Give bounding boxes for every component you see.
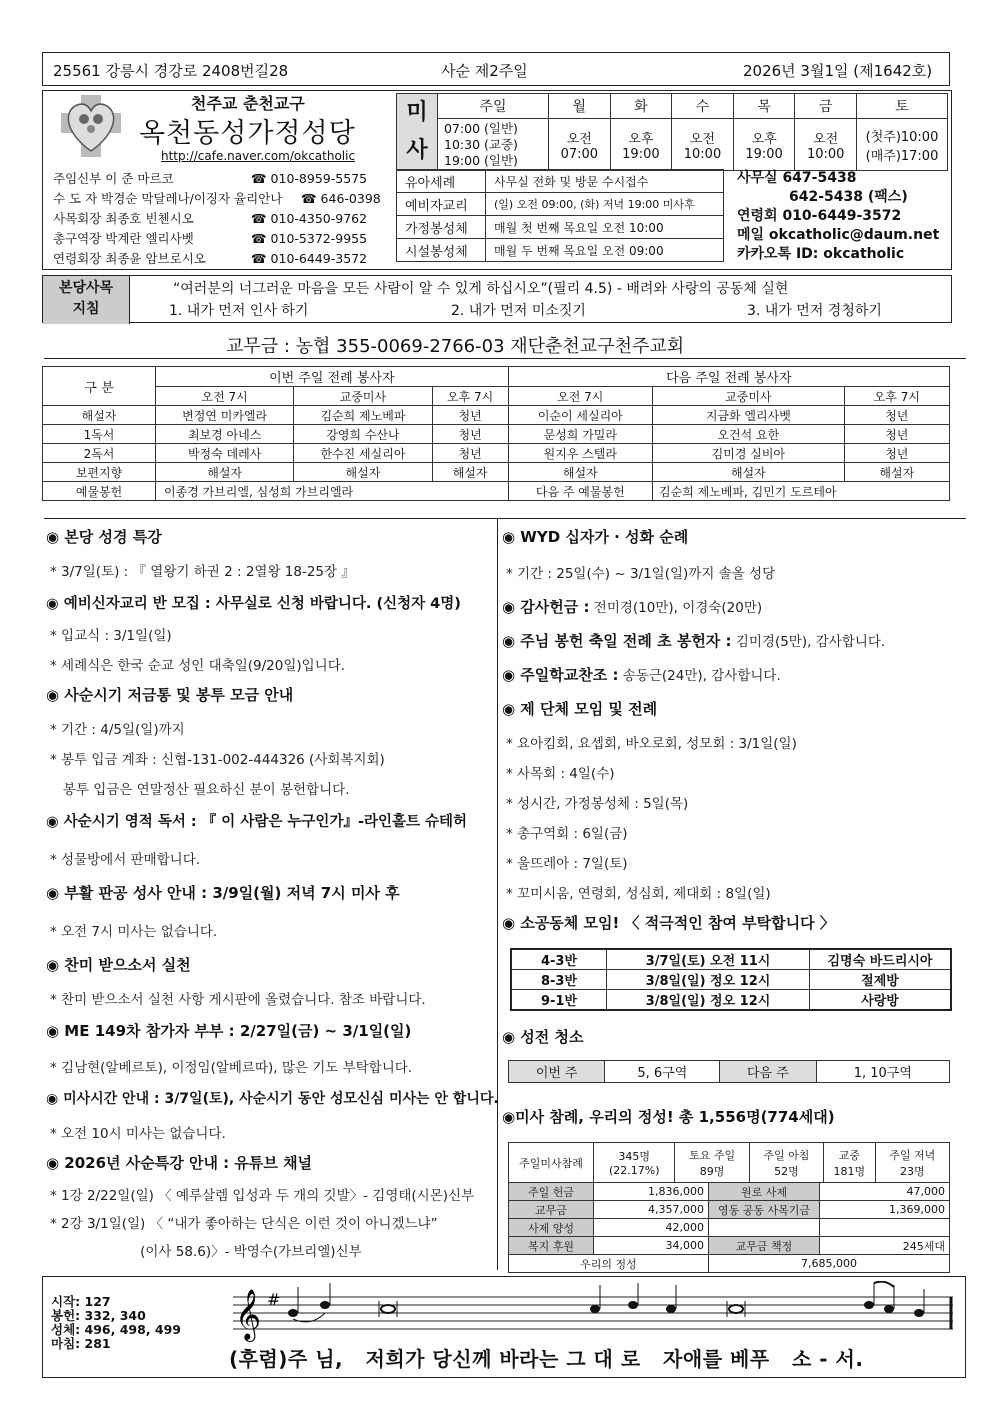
day-tuesday: 화 <box>610 94 672 119</box>
notice-line: * 울뜨레아 : 7일(토) <box>506 856 628 872</box>
notice-line: 전미경(10만), 이경숙(20만) <box>589 600 763 616</box>
notice-heading: ◉ 소공동체 모임! 〈 적극적인 참여 부탁합니다 〉 <box>502 914 835 932</box>
notice-heading: ◉ 주일학교찬조 : <box>502 666 619 684</box>
notice-line: 봉투 입금은 연말정산 필요하신 분이 봉헌합니다. <box>50 782 350 798</box>
psalm-lyrics: (후렴)주 님, 저희가 당신께 바라는 그 대 로 자애를 베푸 소 - 서. <box>229 1347 864 1371</box>
table-row: 2독서 박정숙 데레사 한수진 세실리아 청년 원지우 스텔라 김미경 실비아 청년 <box>43 444 950 463</box>
table-row: 보편지향 해설자 해설자 해설자 해설자 해설자 해설자 <box>43 463 950 482</box>
mass-col: 교중미사 <box>294 387 432 406</box>
parish-name: 옥천동성가정성당 <box>139 118 356 149</box>
service-detail: 사무실 전화 및 방문 수시접수 <box>486 170 724 193</box>
time-friday: 오전 10:00 <box>795 119 857 171</box>
table-row: 8-3반 3/8일(일) 정오 12시 절제방 <box>511 970 951 990</box>
service-detail: (일) 오전 09:00, (화) 저녁 19:00 미사후 <box>486 193 724 216</box>
notice-line: * 성시간, 가정봉성체 : 5일(목) <box>506 796 689 812</box>
contact-funeral: 연령회 010-6449-3572 <box>737 208 902 224</box>
service-detail: 매월 두 번째 목요일 오전 09:00 <box>486 239 724 262</box>
parish-logo <box>59 93 123 159</box>
time-saturday: (첫주)10:00 (매주)17:00 <box>857 119 948 171</box>
guideline-item: 3. 내가 먼저 경청하기 <box>747 303 882 319</box>
table-row: 주일 헌금 1,836,000 원로 사제 47,000 <box>509 1183 950 1201</box>
day-friday: 금 <box>795 94 857 119</box>
service-name: 시설봉성체 <box>397 239 486 262</box>
header-strip <box>42 52 950 86</box>
date-issue: 2026년 3월1일 (제1642호) <box>743 62 933 80</box>
day-sunday: 주일 <box>438 94 549 119</box>
hymn-start: 시작: 127 <box>51 1294 111 1309</box>
small-group-table <box>510 948 952 1011</box>
service-detail: 매월 첫 번째 목요일 오전 10:00 <box>486 216 724 239</box>
table-row: 9-1반 3/8일(일) 정오 12시 사랑방 <box>511 990 951 1011</box>
parish-url[interactable]: http://cafe.naver.com/okcatholic <box>161 149 356 163</box>
staff-row: 총구역장 박계란 엘리사벳 ☎ 010-5372-9955 <box>53 231 368 246</box>
table-row: 4-3반 3/7일(토) 오전 11시 김명숙 바드리시아 <box>511 949 951 970</box>
table-row: 우리의 정성 7,685,000 <box>509 1255 950 1273</box>
notice-heading: ◉ WYD 십자가 · 성화 순례 <box>502 528 689 546</box>
offering-next: 김순희 제노베파, 김민기 도르테아 <box>653 482 950 501</box>
notice-heading: ◉ 제 단체 모임 및 전례 <box>502 700 658 718</box>
day-monday: 월 <box>549 94 611 119</box>
notice-line: (이사 58.6)〉- 박영수(가브리엘)신부 <box>50 1244 362 1260</box>
hymn-list <box>51 1295 181 1351</box>
notice-heading: ◉ 주님 봉헌 축일 전례 초 봉헌자 : <box>502 632 732 650</box>
table-row: 사제 양성 42,000 <box>509 1219 950 1237</box>
notice-line: * 기간 : 25일(수) ~ 3/1일(일)까지 솔올 성당 <box>506 566 776 582</box>
mass-col: 오후 7시 <box>432 387 508 406</box>
time-thursday: 오후 19:00 <box>733 119 795 171</box>
address: 25561 강릉시 경강로 2408번길28 <box>53 62 289 80</box>
liturgical-week: 사순 제2주일 <box>441 62 528 80</box>
staff-row: 수 도 자 박경순 막달레나/이징자 율리안나 ☎ 646-0398 <box>53 191 381 206</box>
svg-text:𝄞: 𝄞 <box>235 1289 262 1340</box>
notice-line: * 세례식은 한국 순교 성인 대축일(9/20일)입니다. <box>50 658 346 674</box>
notice-heading: ◉ 사순시기 영적 독서 : 『 이 사람은 누구인가』-라인홀트 슈테허 <box>46 814 468 830</box>
guideline-item: 2. 내가 먼저 미소짓기 <box>451 303 586 319</box>
mass-label: 미 사 <box>397 94 438 171</box>
divider <box>44 358 966 359</box>
contact-block <box>737 169 939 264</box>
notice-heading: ◉ 2026년 사순특강 안내 : 유튜브 채널 <box>46 1154 313 1172</box>
notice-heading: ◉ 성전 청소 <box>502 1028 584 1046</box>
music-staff <box>233 1281 953 1343</box>
staff-row: 주임신부 이 준 마르코 ☎ 010-8959-5575 <box>53 171 368 186</box>
notice-line: * 오전 7시 미사는 없습니다. <box>50 924 218 940</box>
notice-heading: ◉ ME 149차 참가자 부부 : 2/27일(금) ~ 3/1일(일) <box>46 1022 412 1040</box>
notice-line: * 김남현(알베르토), 이정임(알베르따), 많은 기도 부탁합니다. <box>50 1060 413 1076</box>
notice-heading: ◉ 찬미 받으소서 실천 <box>46 956 191 974</box>
notice-line: * 기간 : 4/5일(일)까지 <box>50 722 185 738</box>
contact-kakao: 카카오톡 ID: okcatholic <box>737 246 905 262</box>
day-saturday: 토 <box>857 94 948 119</box>
hymn-communion: 성체: 496, 498, 499 <box>51 1322 181 1337</box>
notice-heading: ◉ 본당 성경 특강 <box>46 528 162 546</box>
offering-next-label: 다음 주 예물봉헌 <box>508 482 652 501</box>
col-label: 구 분 <box>43 367 156 406</box>
mass-col: 오전 7시 <box>156 387 294 406</box>
offering-table <box>508 1182 950 1273</box>
hymn-offertory: 봉헌: 332, 340 <box>51 1308 146 1323</box>
day-thursday: 목 <box>733 94 795 119</box>
notice-line: * 봉투 입금 계좌 : 신협-131-002-444326 (사회복지회) <box>50 752 385 768</box>
service-name: 예비자교리 <box>397 193 486 216</box>
diocese: 천주교 춘천교구 <box>191 94 305 113</box>
guideline-label: 본당사목 지침 <box>43 276 130 324</box>
attendance-label: 주일미사참례 <box>509 1143 594 1183</box>
notice-line: * 성물방에서 판매합니다. <box>50 852 201 868</box>
notice-line: * 꼬미시움, 연령회, 성심회, 제대회 : 8일(일) <box>506 886 771 902</box>
notice-line: * 3/7일(토) : 『 열왕기 하권 2 : 2열왕 18-25장 』 <box>50 564 355 580</box>
mass-col: 오전 7시 <box>508 387 652 406</box>
this-week-header: 이번 주일 전례 봉사자 <box>156 367 509 387</box>
notice-line: 송동근(24만), 감사합니다. <box>618 668 781 684</box>
staff-list <box>53 169 383 269</box>
parish-info <box>42 90 952 270</box>
hymn-psalm-box <box>42 1276 966 1378</box>
cleaning-this-value: 5, 6구역 <box>605 1061 720 1083</box>
notice-line: * 입교식 : 3/1일(일) <box>50 628 172 644</box>
next-week-header: 다음 주일 전례 봉사자 <box>508 367 949 387</box>
notice-line: * 사목회 : 4일(수) <box>506 766 615 782</box>
notice-heading: ◉ 감사헌금 : <box>502 598 590 616</box>
notice-heading: ◉미사 참례, 우리의 정성! 총 1,556명(774세대) <box>502 1108 835 1126</box>
mass-col: 교중미사 <box>653 387 845 406</box>
guideline-item: 1. 내가 먼저 인사 하기 <box>169 303 309 319</box>
contact-fax: 642-5438 (팩스) <box>789 189 908 205</box>
table-row: 해설자 변정연 미카엘라 김순희 제노베파 청년 이순이 세실리아 지금화 엘리사벳 청년 <box>43 406 950 425</box>
notice-line: * 1강 2/22일(일) 〈 예루살렘 입성과 두 개의 깃발〉- 김영태(시몬)신부 <box>50 1188 475 1204</box>
notice-line: * 총구역회 : 6일(금) <box>506 826 628 842</box>
notice-line: * 오전 10시 미사는 없습니다. <box>50 1126 226 1142</box>
notice-heading: ◉ 미사시간 안내 : 3/7일(토), 사순시기 동안 성모신심 미사는 안 합니다. <box>46 1091 499 1107</box>
cleaning-next-label: 다음 주 <box>720 1061 816 1083</box>
time-sunday: 07:00 (일반) 10:30 (교중) 19:00 (일반) <box>438 119 549 171</box>
time-monday: 오전 07:00 <box>549 119 611 171</box>
notice-line: 김미경(5만), 감사합니다. <box>731 634 886 650</box>
notice-line: * 찬미 받으소서 실천 사항 게시판에 올렸습니다. 참조 바랍니다. <box>50 992 426 1008</box>
time-wednesday: 오전 10:00 <box>672 119 734 171</box>
notice-line: * 요아킴회, 요셉회, 바오로회, 성모회 : 3/1일(일) <box>506 736 797 752</box>
cleaning-table <box>508 1060 950 1083</box>
table-row: 교무금 4,357,000 영동 공동 사목기금 1,369,000 <box>509 1201 950 1219</box>
mass-col: 오후 7시 <box>844 387 949 406</box>
guideline-quote: “여러분의 너그러운 마음을 모든 사람이 알 수 있게 하십시오”(필리 4.5) - 배려와 사랑의 공동체 실현 <box>173 281 789 297</box>
contact-mail: 메일 okcatholic@daum.net <box>737 227 940 243</box>
cleaning-this-label: 이번 주 <box>509 1061 605 1083</box>
services-table <box>396 169 724 262</box>
time-tuesday: 오후 19:00 <box>610 119 672 171</box>
column-divider <box>497 518 498 1270</box>
svg-text:#: # <box>267 1290 281 1309</box>
table-row: 1독서 최보경 아네스 강영희 수산나 청년 문성희 가밀라 오건석 요한 청년 <box>43 425 950 444</box>
service-name: 유아세례 <box>397 170 486 193</box>
staff-row: 사목회장 최종호 빈첸시오 ☎ 010-4350-9762 <box>53 211 368 226</box>
divider <box>44 518 966 519</box>
notice-heading: ◉ 부활 판공 성사 안내 : 3/9일(월) 저녁 7시 미사 후 <box>46 884 400 902</box>
table-row: 복지 후원 34,000 교무금 책정 245세대 <box>509 1237 950 1255</box>
mass-schedule <box>396 93 948 171</box>
service-name: 가정봉성체 <box>397 216 486 239</box>
account-info: 교무금 : 농협 355-0069-2766-03 재단춘천교구천주교회 <box>226 336 685 357</box>
attendance-table: 주일미사참례 345명 (22.17%) 토요 주일 89명 주일 아침 52명 교중 181명 주일 저녁 23명 <box>508 1142 950 1183</box>
staff-row: 연령회장 최종윤 암브로시오 ☎ 010-6449-3572 <box>53 251 368 266</box>
offering-this: 이종경 가브리엘, 심성희 가브리엘라 <box>156 482 509 501</box>
notice-line: * 2강 3/1일(일) 〈 “내가 좋아하는 단식은 이런 것이 아니겠느냐” <box>50 1216 438 1232</box>
cleaning-next-value: 1, 10구역 <box>816 1061 949 1083</box>
table-row: 예물봉헌 이종경 가브리엘, 심성희 가브리엘라 다음 주 예물봉헌 김순희 제노베파, 김민기 도르테아 <box>43 482 950 501</box>
day-wednesday: 수 <box>672 94 734 119</box>
notice-heading: ◉ 사순시기 저금통 및 봉투 모금 안내 <box>46 686 294 704</box>
contact-office: 사무실 647-5438 <box>737 170 857 186</box>
volunteer-table <box>42 366 950 501</box>
pastoral-guideline <box>42 275 952 323</box>
hymn-closing: 마침: 281 <box>51 1336 111 1351</box>
notice-heading: ◉ 예비신자교리 반 모집 : 사무실로 신청 바랍니다. (신청자 4명) <box>46 596 461 612</box>
